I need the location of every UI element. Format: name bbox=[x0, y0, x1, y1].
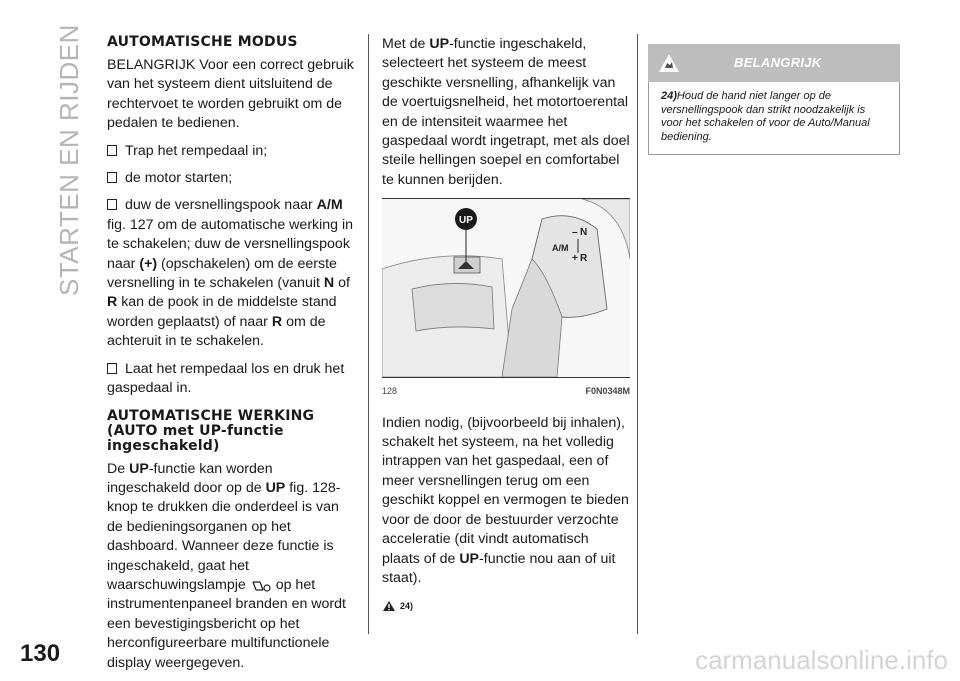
checkbox-bullet-icon bbox=[107, 172, 117, 183]
column-middle bbox=[382, 35, 630, 617]
checkbox-bullet-icon bbox=[107, 199, 117, 210]
figure-number: 128 bbox=[382, 386, 398, 397]
warning-triangle-icon bbox=[382, 600, 396, 612]
list-item: de motor starten; bbox=[107, 169, 357, 188]
important-box-body bbox=[648, 82, 900, 155]
gear-warning-icon bbox=[250, 578, 272, 592]
checkbox-bullet-icon bbox=[107, 145, 117, 156]
heading-automatische-werking: AUTOMATISCHE WERKING (AUTO met UP-functie ingeschakeld) bbox=[107, 407, 315, 454]
important-title: BELANGRIJK bbox=[734, 55, 822, 71]
list-item: Trap het rempedaal in; bbox=[107, 142, 357, 161]
important-number: 24) bbox=[661, 90, 677, 102]
label-minus: – bbox=[572, 227, 578, 239]
warning-reference: 24) bbox=[382, 596, 630, 616]
important-text: Houd de hand niet langer op de versnellingspook dan strikt noodzakelijk is voor het schakelen of voor de Auto/Manual bediening. bbox=[661, 90, 870, 143]
list-item: duw de versnellingspook naar A/M fig. 127 om de automatische werking in te schakelen; duw de versnellingspook naar (+) (opschakelen) om de eerste versnelling in te schakelen (vanuit N of R kan de pook in de middelste stand worden geplaatst) of naar R om de achteruit in te schakelen. bbox=[107, 197, 354, 350]
warning-hand-icon bbox=[658, 53, 680, 73]
column-divider-1 bbox=[368, 34, 369, 634]
heading-automatische-modus: AUTOMATISCHE MODUS bbox=[107, 34, 298, 50]
column-right bbox=[648, 44, 900, 155]
label-am: A/M bbox=[552, 243, 569, 254]
intro-paragraph: BELANGRIJK Voor een correct gebruik van het systeem dient uitsluitend de rechtervoet te worden gebruikt om de pedalen te bedienen. bbox=[107, 57, 354, 132]
figure-caption bbox=[382, 382, 630, 401]
up-active-paragraph: Met de UP-functie ingeschakeld, selecteert het systeem de meest geschikte versnelling, afhankelijk van de voertuigsnelheid, het motortoerental en de intensiteit waarmee het gaspedaal wordt ingetrapt, met als doel steile hellingen soepel en comfortabel te kunnen berijden. bbox=[382, 36, 630, 188]
up-function-paragraph: De UP-functie kan worden ingeschakeld door op de UP fig. 128-knop te drukken die onderdeel is van de bedieningsorganen op het dashboard. Wanneer deze functie is ingeschakeld, gaat het waarschuwingslampje op het instrumentenpaneel branden en wordt een bevestigingsbericht op het herconfigureerbare multifunctionele display weergegeven. bbox=[107, 460, 346, 671]
label-up: UP bbox=[459, 215, 473, 227]
kickdown-paragraph: Indien nodig, (bijvoorbeeld bij inhalen), schakelt het systeem, na het volledig intrappen van het gaspedaal, een of meer versnellingen terug om een geschikt koppel en vermogen te bieden voor de door de bestuurder verzochte acceleratie (dit vindt automatisch plaats of de UP-functie nou aan of uit staat). bbox=[382, 414, 629, 586]
page-number: 130 bbox=[20, 640, 61, 667]
column-divider-2 bbox=[637, 34, 638, 634]
chapter-side-title: STARTEN EN RIJDEN bbox=[54, 24, 84, 296]
label-plus: + bbox=[572, 253, 578, 265]
column-left bbox=[107, 35, 357, 681]
gear-lever-illustration bbox=[382, 199, 630, 377]
checkbox-bullet-icon bbox=[107, 363, 117, 374]
label-r: R bbox=[580, 253, 588, 265]
figure-code: F0N0348M bbox=[585, 386, 630, 397]
label-n: N bbox=[580, 227, 588, 239]
gear-lever-figure bbox=[382, 198, 630, 378]
important-box-header bbox=[648, 44, 900, 82]
watermark: carmanualsonline.info bbox=[695, 645, 948, 675]
list-item: Laat het rempedaal los en druk het gaspedaal in. bbox=[107, 360, 345, 397]
